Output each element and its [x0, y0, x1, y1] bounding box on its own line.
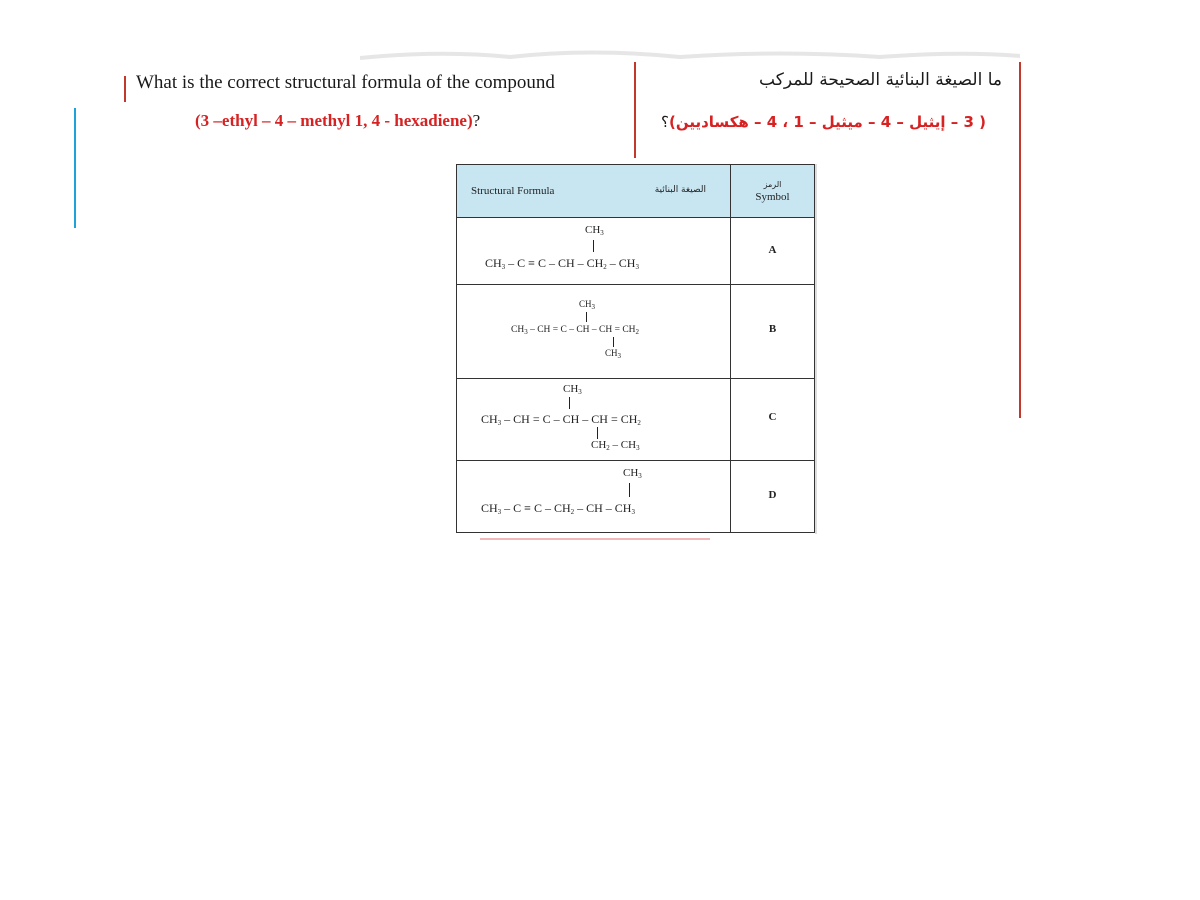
table-row-b: [457, 285, 815, 379]
formula-c-bond-up: [569, 397, 570, 409]
formula-b: [457, 285, 731, 379]
question-mark-ar: ؟: [661, 113, 669, 131]
header-formula-ar: الصيغة البنائية: [654, 185, 706, 195]
formula-b-bottom: $CH_3$: [605, 348, 622, 360]
table-shadow: [815, 164, 817, 534]
symbol-c: [731, 379, 815, 461]
formula-c-bond-down: [597, 427, 598, 439]
symbol-a: [731, 218, 815, 285]
formula-a-bond-up: [593, 240, 594, 252]
right-red-bar: [1019, 62, 1021, 418]
formula-d-top: $CH_3$: [623, 467, 642, 480]
symbol-d-label: D: [768, 489, 777, 501]
header-symbol: [731, 165, 815, 218]
center-red-divider: [634, 62, 636, 158]
symbol-b: [731, 285, 815, 379]
formula-b-main: $CH_3$ – CH = C – CH – CH = $CH_2$: [511, 325, 640, 336]
question-en: What is the correct structural formula of the compound: [136, 72, 555, 93]
header-formula-en: Structural Formula: [471, 185, 555, 197]
symbol-a-label: A: [768, 244, 777, 256]
formula-a-main: $CH_3 - C \equiv C$ – CH – $CH_2 - CH_3$: [485, 256, 639, 271]
compound-name-ar-text: ( 3 – إيثيل – 4 – ميثيل – 1 ، 4 – هكساديين): [668, 113, 986, 131]
table-header-row: [457, 165, 815, 218]
header-formula: [457, 165, 731, 218]
formula-d-bond-up: [629, 483, 630, 497]
formula-a: [457, 218, 731, 285]
compound-name-en: [195, 111, 480, 131]
top-decoration: [360, 48, 1020, 60]
formula-a-top: $CH_3$: [585, 224, 604, 237]
formula-c-main: $CH_3$ – CH = C – CH – CH = $CH_2$: [481, 412, 641, 427]
left-red-bar: [124, 76, 126, 102]
formula-c-top: $CH_3$: [563, 383, 582, 396]
symbol-b-label: B: [768, 323, 777, 335]
symbol-d: [731, 461, 815, 533]
compound-name-en-text: (3 –ethyl – 4 – methyl 1, 4 - hexadiene): [195, 111, 473, 130]
question-ar: ما الصيغة البنائية الصحيحة للمركب: [759, 70, 1002, 90]
options-table: [456, 164, 815, 533]
formula-b-top: $CH_3$: [579, 299, 596, 311]
formula-b-bond-down: [613, 337, 614, 347]
header-symbol-ar: الرمز: [763, 180, 782, 189]
formula-c-bottom: $CH_2 - CH_3$: [591, 439, 640, 452]
symbol-c-label: C: [768, 411, 777, 423]
table-row-c: [457, 379, 815, 461]
header-symbol-en: Symbol: [755, 191, 790, 203]
table-row-a: [457, 218, 815, 285]
formula-d-main: $CH_3 - C \equiv C - CH_2$ – CH – $CH_3$: [481, 501, 635, 516]
formula-b-bond-up: [586, 312, 587, 322]
question-mark-en: ?: [472, 111, 481, 130]
left-blue-bar: [74, 108, 76, 228]
formula-d: [457, 461, 731, 533]
formula-c: [457, 379, 731, 461]
bottom-red-underline: [480, 538, 710, 540]
compound-name-ar: [661, 113, 986, 131]
table-row-d: [457, 461, 815, 533]
